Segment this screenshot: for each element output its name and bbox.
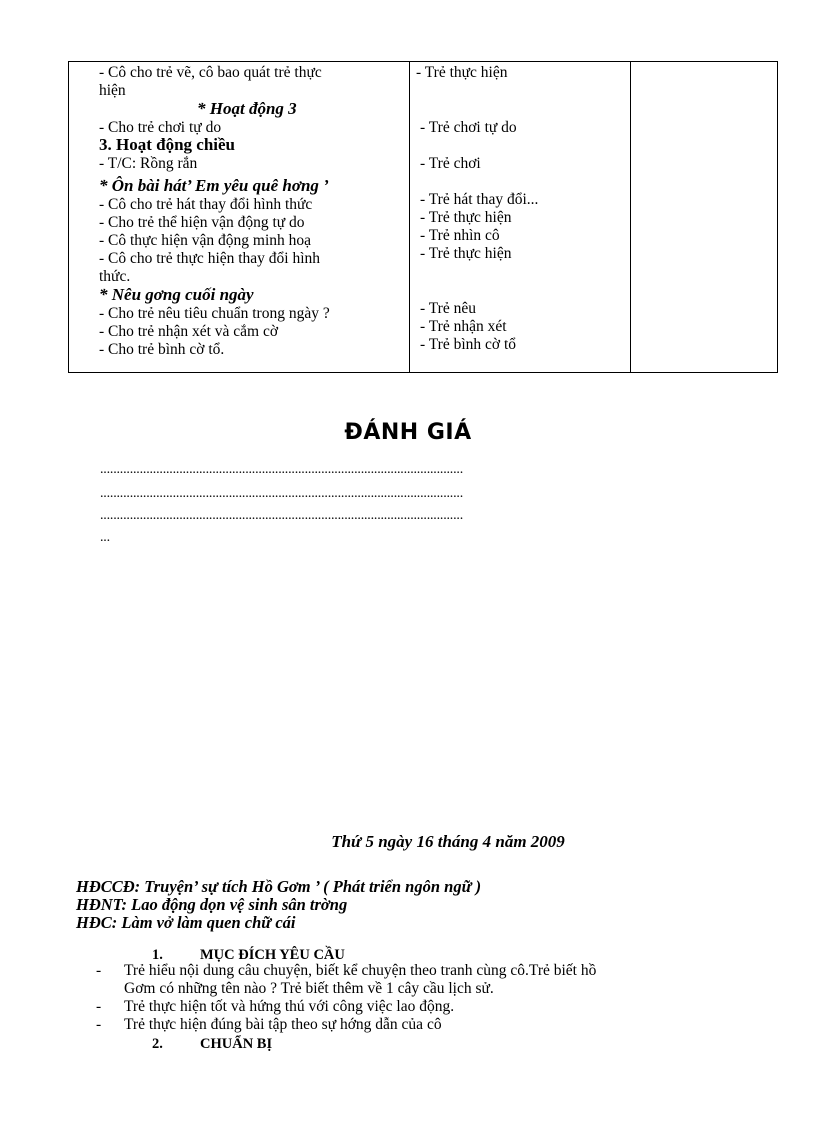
- evaluation-title: ĐÁNH GIÁ: [344, 420, 472, 445]
- teacher-step: - Cho trẻ thể hiện vận động tự do: [99, 214, 305, 231]
- teacher-step: - Cô cho trẻ hát thay đổi hình thức: [99, 196, 313, 213]
- child-step: - Trẻ nêu: [420, 300, 476, 317]
- child-step: - Trẻ thực hiện: [416, 64, 508, 81]
- child-step: - Trẻ nhận xét: [420, 318, 507, 335]
- activity-heading: * Ôn bài hát’ Em yêu quê hơng ’: [99, 176, 329, 195]
- teacher-step: - Cho trẻ nhận xét và cắm cờ: [99, 323, 279, 340]
- teacher-step: - Cô thực hiện vận động minh hoạ: [99, 232, 312, 249]
- bullet-text: Trẻ hiểu nội dung câu chuyện, biết kể chuyện theo tranh cùng cô.Trẻ biết hồ: [124, 962, 597, 979]
- child-step: - Trẻ chơi: [420, 155, 481, 172]
- section-heading: 3. Hoạt động chiều: [99, 135, 236, 154]
- activity-heading: * Hoạt động 3: [197, 99, 297, 118]
- section-title: MỤC ĐÍCH YÊU CẦU: [200, 947, 345, 963]
- column-divider: [409, 62, 410, 372]
- bullet-text: Trẻ thực hiện tốt và hứng thú với công việc lao động.: [124, 998, 455, 1015]
- lesson-date: Thứ 5 ngày 16 tháng 4 năm 2009: [331, 832, 565, 851]
- bullet-dash: -: [96, 962, 102, 979]
- bullet-item: [96, 998, 454, 1016]
- teacher-step: hiện: [99, 82, 126, 99]
- bullet-text: Trẻ thực hiện đúng bài tập theo sự hớng dẫn của cô: [124, 1016, 442, 1033]
- teacher-step: - Cho trẻ nêu tiêu chuẩn trong ngày ?: [99, 305, 330, 322]
- section-number: 2.: [152, 1036, 163, 1052]
- dotted-line: ..............................................................................................................: [100, 462, 464, 477]
- section-title: CHUẨN BỊ: [200, 1036, 273, 1052]
- teacher-step: - T/C: Rồng rắn: [99, 155, 198, 172]
- bullet-continuation: Gơm có những tên nào ? Trẻ biết thêm về 1 cây cầu lịch sử.: [124, 980, 494, 997]
- bullet-dash: -: [96, 998, 102, 1015]
- dotted-line: ...: [100, 530, 110, 545]
- activity-line: HĐC: Làm vở làm quen chữ cái: [76, 913, 296, 932]
- dotted-line: ..............................................................................................................: [100, 508, 464, 523]
- child-step: - Trẻ hát thay đổi...: [420, 191, 539, 208]
- bullet-dash: -: [96, 1016, 102, 1033]
- teacher-step: - Cô cho trẻ thực hiện thay đổi hình: [99, 250, 321, 267]
- activity-heading: * Nêu gơng cuối ngày: [99, 285, 254, 304]
- child-step: - Trẻ thực hiện: [420, 245, 512, 262]
- bullet-item: [96, 962, 596, 980]
- bullet-item: [96, 1016, 442, 1034]
- child-step: - Trẻ bình cờ tổ: [420, 336, 517, 353]
- activity-line: HĐNT: Lao động dọn vệ sinh sân trờng: [76, 895, 348, 914]
- teacher-step: - Cô cho trẻ vẽ, cô bao quát trẻ thực: [99, 64, 322, 81]
- teacher-step: - Cho trẻ bình cờ tổ.: [99, 341, 225, 358]
- dotted-line: ..............................................................................................................: [100, 486, 464, 501]
- column-divider: [630, 62, 631, 372]
- teacher-step: thức.: [99, 268, 131, 285]
- activity-line: HĐCCĐ: Truyện’ sự tích Hồ Gơm ’ ( Phát triển ngôn ngữ ): [76, 877, 482, 896]
- child-step: - Trẻ nhìn cô: [420, 227, 500, 244]
- activity-table: [68, 61, 778, 373]
- child-step: - Trẻ chơi tự do: [420, 119, 517, 136]
- section-heading-preparation: [152, 1036, 272, 1053]
- section-number: 1.: [152, 947, 163, 963]
- child-step: - Trẻ thực hiện: [420, 209, 512, 226]
- teacher-step: - Cho trẻ chơi tự do: [99, 119, 222, 136]
